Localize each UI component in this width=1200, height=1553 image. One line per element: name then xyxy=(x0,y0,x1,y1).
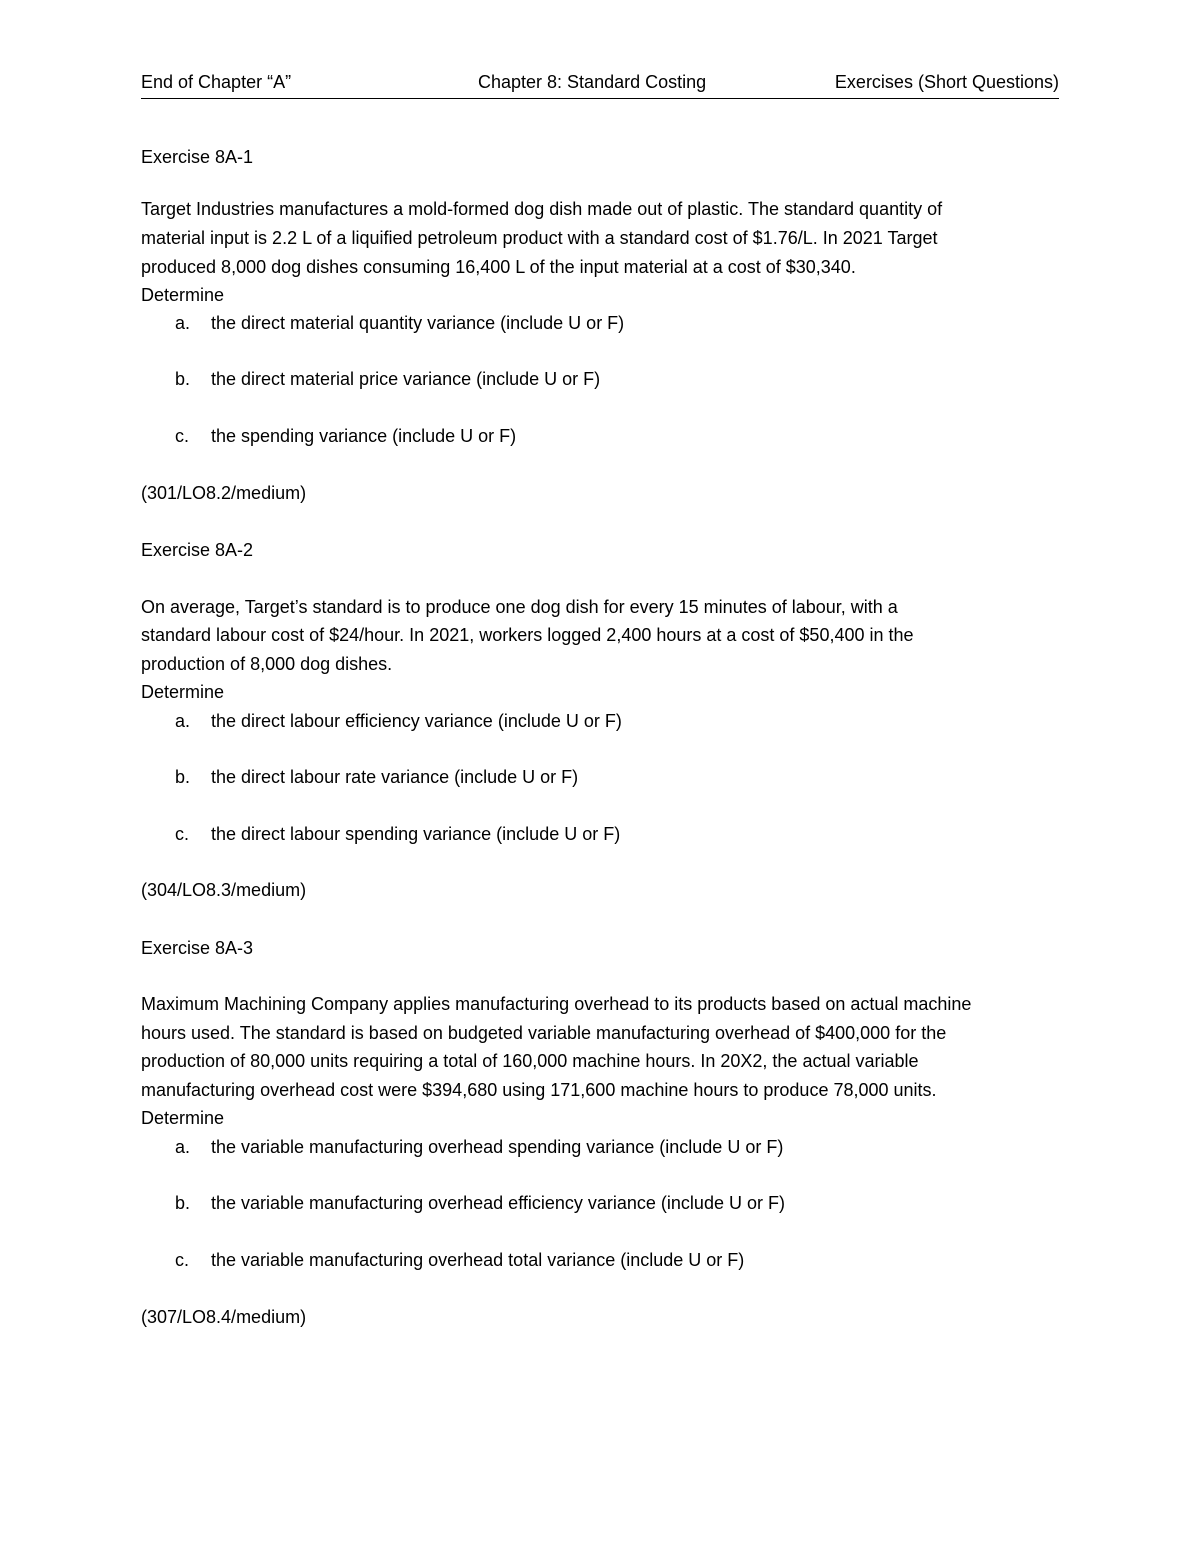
question-item xyxy=(175,1192,785,1214)
determine-label: Determine xyxy=(141,1108,225,1128)
item-text: the variable manufacturing overhead efficiency variance (include U or F) xyxy=(211,1193,785,1213)
item-marker: c. xyxy=(175,824,190,844)
item-text: the spending variance (include U or F) xyxy=(211,426,517,446)
exercise-body-line: Maximum Machining Company applies manufacturing overhead to its products based on actual machine xyxy=(141,994,972,1014)
item-text: the direct material quantity variance (include U or F) xyxy=(211,313,625,333)
exercise-body-line: Target Industries manufactures a mold-formed dog dish made out of plastic. The standard quantity of xyxy=(141,199,943,219)
question-item xyxy=(175,1136,783,1158)
exercise-body-line: manufacturing overhead cost were $394,680 using 171,600 machine hours to produce 78,000 units. xyxy=(141,1080,937,1100)
item-marker: b. xyxy=(175,1193,191,1213)
determine-label: Determine xyxy=(141,682,225,702)
question-item xyxy=(175,312,624,334)
header-center: Chapter 8: Standard Costing xyxy=(478,72,707,92)
item-text: the direct material price variance (include U or F) xyxy=(211,369,601,389)
item-marker: c. xyxy=(175,426,190,446)
determine-label: Determine xyxy=(141,285,225,305)
exercise-body-line: standard labour cost of $24/hour. In 2021, workers logged 2,400 hours at a cost of $50,400 in the xyxy=(141,625,914,645)
header-left: End of Chapter “A” xyxy=(141,72,292,92)
question-item xyxy=(175,368,600,390)
exercise-body-line: production of 8,000 dog dishes. xyxy=(141,654,393,674)
exercise-title: Exercise 8A-3 xyxy=(141,938,254,958)
exercise-title: Exercise 8A-1 xyxy=(141,147,254,167)
question-item xyxy=(175,1249,744,1271)
question-item xyxy=(175,823,620,845)
item-marker: a. xyxy=(175,1137,191,1157)
item-text: the direct labour spending variance (include U or F) xyxy=(211,824,621,844)
exercise-body-line: On average, Target’s standard is to produce one dog dish for every 15 minutes of labour, with a xyxy=(141,597,898,617)
page-header xyxy=(141,70,1059,99)
item-marker: a. xyxy=(175,711,191,731)
exercise-reference: (301/LO8.2/medium) xyxy=(141,483,307,503)
item-marker: b. xyxy=(175,369,191,389)
exercise-reference: (304/LO8.3/medium) xyxy=(141,880,307,900)
exercise-reference: (307/LO8.4/medium) xyxy=(141,1307,307,1327)
exercise-body-line: production of 80,000 units requiring a total of 160,000 machine hours. In 20X2, the actual variable xyxy=(141,1051,919,1071)
item-text: the variable manufacturing overhead spending variance (include U or F) xyxy=(211,1137,784,1157)
exercise-body-line: produced 8,000 dog dishes consuming 16,400 L of the input material at a cost of $30,340. xyxy=(141,257,856,277)
exercise-body-line: hours used. The standard is based on budgeted variable manufacturing overhead of $400,000 for the xyxy=(141,1023,947,1043)
item-text: the variable manufacturing overhead total variance (include U or F) xyxy=(211,1250,745,1270)
header-right: Exercises (Short Questions) xyxy=(834,72,1059,92)
item-text: the direct labour rate variance (include U or F) xyxy=(211,767,579,787)
question-item xyxy=(175,766,578,788)
exercise-title: Exercise 8A-2 xyxy=(141,540,254,560)
question-item xyxy=(175,425,516,447)
item-marker: a. xyxy=(175,313,191,333)
question-item xyxy=(175,710,622,732)
exercise-body-line: material input is 2.2 L of a liquified petroleum product with a standard cost of $1.76/L. In 2021 Target xyxy=(141,228,938,248)
item-marker: b. xyxy=(175,767,191,787)
item-marker: c. xyxy=(175,1250,190,1270)
item-text: the direct labour efficiency variance (include U or F) xyxy=(211,711,622,731)
